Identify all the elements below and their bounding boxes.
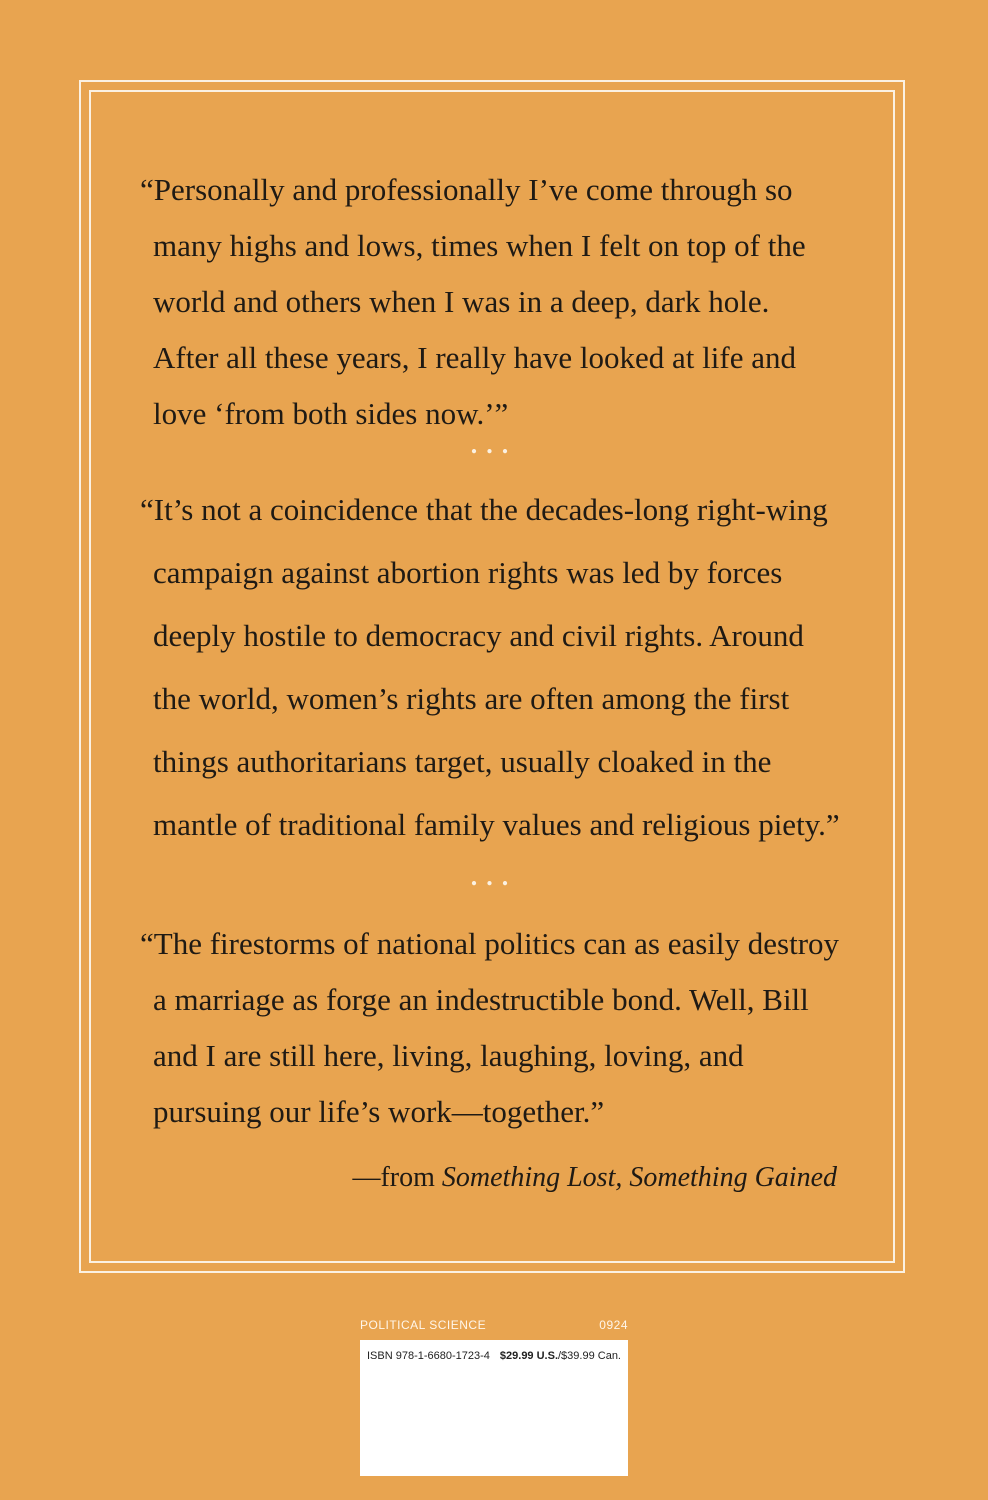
print-code: 0924 (599, 1318, 628, 1332)
section-separator: ... (470, 430, 518, 459)
book-title: Something Lost, Something Gained (441, 1162, 837, 1193)
barcode-header (360, 1318, 628, 1332)
category-label: POLITICAL SCIENCE (360, 1318, 487, 1332)
quote-personal-highs-lows: “Personally and professionally I’ve come through so many highs and lows, times when I felt on top of the world and others when I was in a deep, dark hole. After all these years, I really have looked at life and love ‘from both sides now.’” (140, 172, 806, 431)
section-separator: ... (470, 862, 518, 891)
quote-abortion-rights: “It’s not a coincidence that the decades-long right-wing campaign against abortion rights was led by forces deeply hostile to democracy and civil rights. Around the world, women’s rights are often among the first things authoritarians target, usually cloaked in the mantle of traditional family values and religious piety.” (140, 492, 840, 842)
quote-marriage: “The firestorms of national politics can as easily destroy a marriage as forge an indestructible bond. Well, Bill and I are still here, living, laughing, loving, and pursuing our life’s work—together.” (140, 926, 840, 1129)
attribution (140, 1162, 837, 1194)
attribution-prefix: —from (352, 1162, 442, 1193)
price-can: /$39.99 Can. (558, 1350, 621, 1362)
isbn-price-row (367, 1350, 621, 1362)
barcode-area (360, 1318, 628, 1476)
price (500, 1350, 621, 1362)
isbn: ISBN 978-1-6680-1723-4 (367, 1350, 490, 1362)
price-us: $29.99 U.S. (499, 1350, 558, 1362)
barcode-box (360, 1340, 628, 1476)
